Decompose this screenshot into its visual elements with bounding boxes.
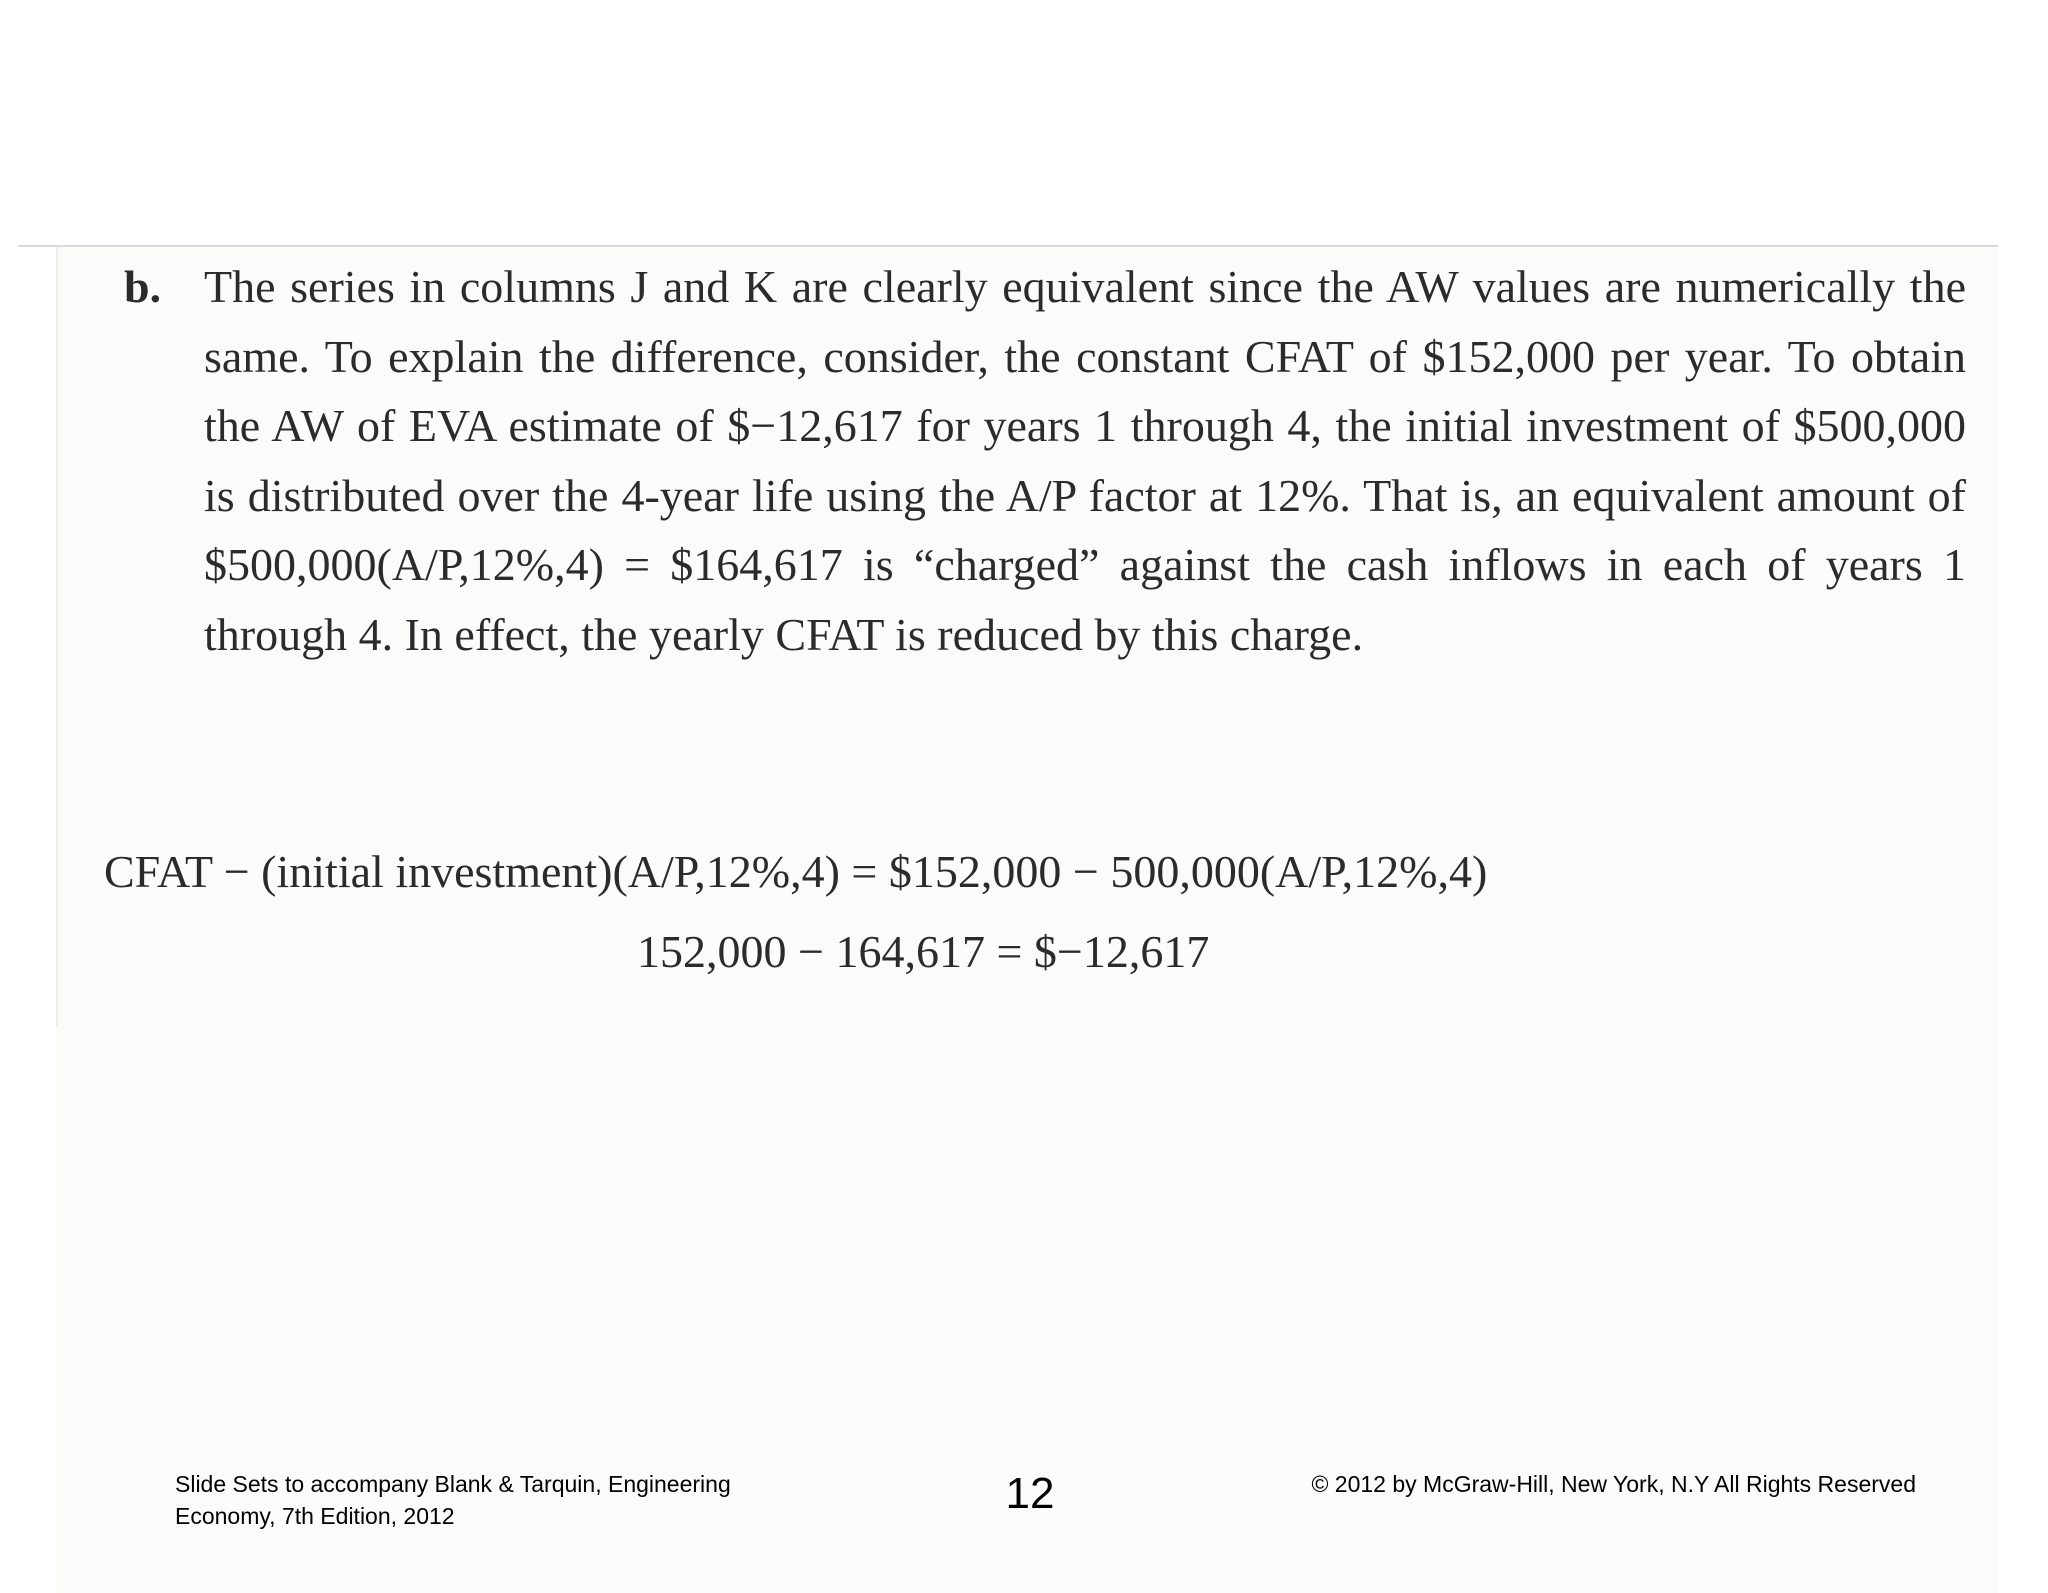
page-number: 12 (1005, 1469, 1055, 1518)
equation-line-1: CFAT − (initial investment)(A/P,12%,4) = $152,000 − 500,000(A/P,12%,4) (104, 846, 1488, 897)
item-label: b. (124, 261, 162, 312)
paragraph-text: The series in columns J and K are clearly equivalent since the AW values are numerically the same. To explain the difference, consider, the constant CFAT of $152,000 per year. To obtain the AW of EVA estimate of $−12,617 for years 1 through 4, the initial investment of $500,000 is distributed over the 4-year life using the A/P factor at 12%. That is, an equivalent amount of $500,000(A/P,12%,4) = $164,617 is “charged” against the cash inflows in each of years 1 through 4. In effect, the yearly CFAT is reduced by this charge. (204, 261, 1966, 660)
footer-copyright: © 2012 by McGraw-Hill, New York, N.Y All Rights Reserved (1311, 1471, 1916, 1497)
explanation-paragraph (124, 252, 1966, 669)
equation-line-2: 152,000 − 164,617 = $−12,617 (637, 926, 1210, 977)
scan-left-edge (56, 247, 58, 1027)
footer-citation: Slide Sets to accompany Blank & Tarquin, Engineering Economy, 7th Edition, 2012 (175, 1471, 731, 1529)
